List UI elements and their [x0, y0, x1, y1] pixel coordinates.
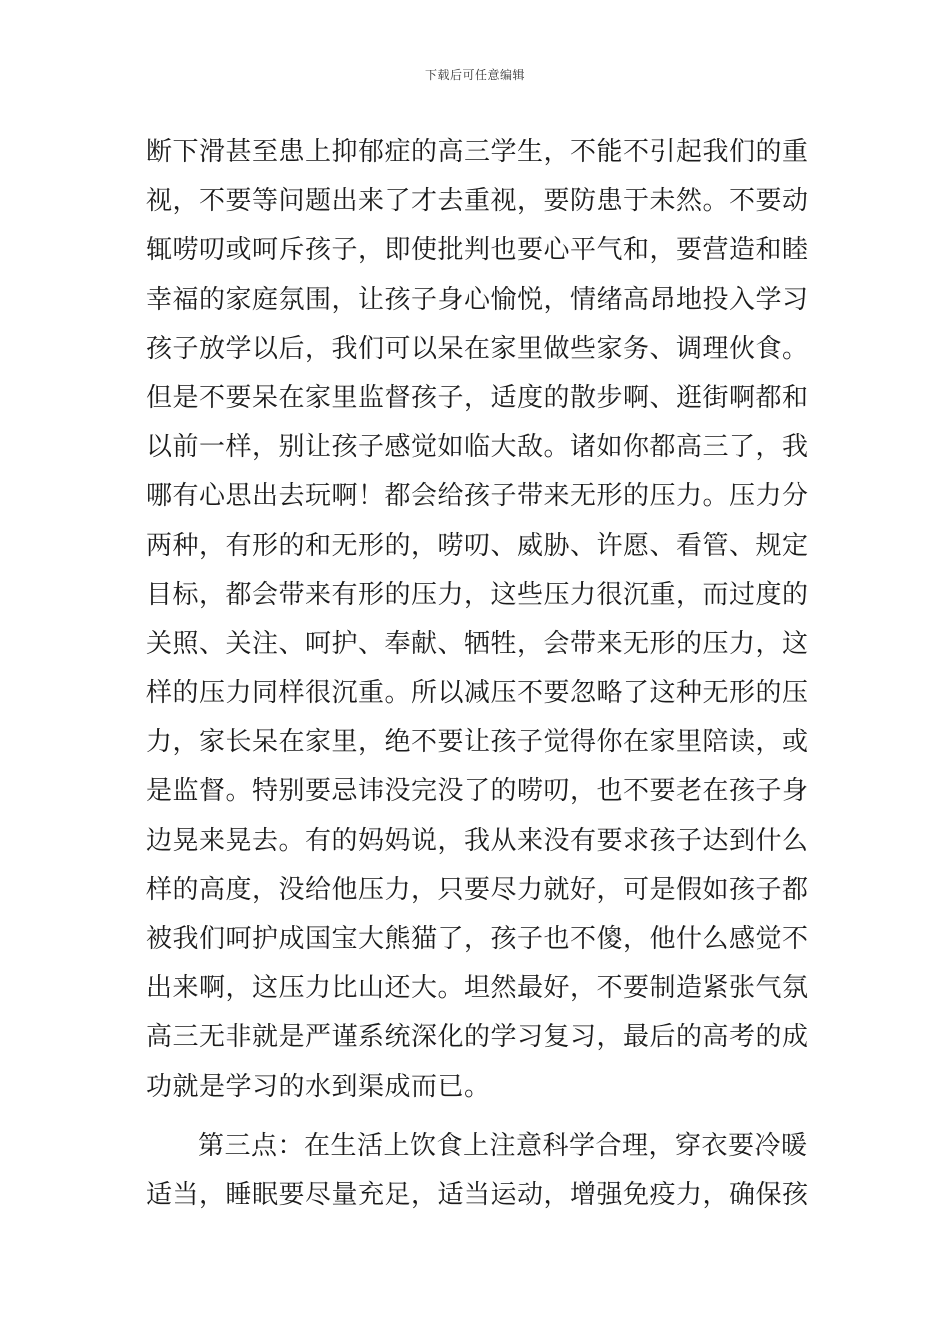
text-line: 但是不要呆在家里监督孩子，适度的散步啊、逛街啊都和: [146, 382, 809, 413]
paragraph-first-line: 第三点：在生活上饮食上注意科学合理，穿衣要冷暖: [198, 1130, 808, 1161]
text-line: 样的高度，没给他压力，只要尽力就好，可是假如孩子都: [146, 874, 809, 905]
text-line: 两种，有形的和无形的，唠叨、威胁、许愿、看管、规定: [146, 530, 809, 561]
text-line: 目标，都会带来有形的压力，这些压力很沉重，而过度的: [146, 579, 809, 610]
text-line: 关照、关注、呵护、奉献、牺牲，会带来无形的压力，这: [146, 628, 809, 659]
text-line: 样的压力同样很沉重。所以减压不要忽略了这种无形的压: [146, 678, 809, 709]
text-line: 视，不要等问题出来了才去重视，要防患于未然。不要动: [146, 186, 809, 217]
text-line: 力，家长呆在家里，绝不要让孩子觉得你在家里陪读，或: [146, 727, 809, 758]
text-line: 适当，睡眠要尽量充足，适当运动，增强免疫力，确保孩: [146, 1179, 809, 1210]
text-line: 断下滑甚至患上抑郁症的高三学生，不能不引起我们的重: [146, 137, 809, 167]
text-line: 出来啊，这压力比山还大。坦然最好，不要制造紧张气氛: [146, 973, 809, 1004]
text-line: 功就是学习的水到渠成而已。: [146, 1071, 491, 1102]
text-line: 哪有心思出去玩啊！都会给孩子带来无形的压力。压力分: [146, 481, 809, 512]
text-line: 是监督。特别要忌讳没完没了的唠叨，也不要老在孩子身: [146, 776, 809, 807]
text-line: 被我们呵护成国宝大熊猫了，孩子也不傻，他什么感觉不: [146, 924, 809, 954]
document-body: [146, 128, 808, 1220]
text-line: 以前一样，别让孩子感觉如临大敌。诸如你都高三了，我: [146, 432, 809, 463]
text-line: 高三无非就是严谨系统深化的学习复习，最后的高考的成: [146, 1022, 809, 1053]
text-line: 辄唠叨或呵斥孩子，即使批判也要心平气和，要营造和睦: [146, 235, 809, 266]
text-line: 边晃来晃去。有的妈妈说，我从来没有要求孩子达到什么: [146, 825, 809, 856]
page-header: 下载后可任意编辑: [424, 68, 525, 82]
text-line: 幸福的家庭氛围，让孩子身心愉悦，情绪高昂地投入学习: [146, 284, 809, 315]
text-line: 孩子放学以后，我们可以呆在家里做些家务、调理伙食。: [146, 333, 809, 364]
paragraph-gap: [146, 1112, 808, 1122]
